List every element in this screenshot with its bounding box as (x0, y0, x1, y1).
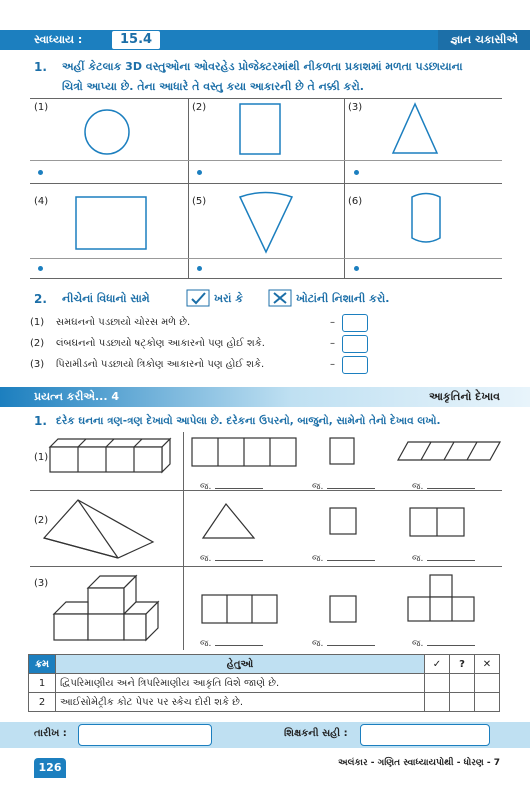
statement-number: (3) (30, 359, 45, 370)
cell-label: (4) (34, 196, 49, 207)
circle-shape (85, 110, 129, 154)
statement-number: (2) (30, 338, 45, 349)
cone-shadow-shape (240, 193, 292, 253)
sign-field[interactable] (360, 724, 490, 746)
answer-dot (354, 170, 359, 175)
row-label: (1) (34, 452, 49, 463)
statement-text: સમઘનનો પડછાયો ચોરસ મળે છે. (56, 317, 191, 328)
blank-label: જ. (200, 554, 212, 564)
answer-blank[interactable] (200, 480, 263, 492)
statement-number: (1) (30, 317, 45, 328)
row1-view-b (330, 438, 354, 464)
tick-cell[interactable] (425, 693, 450, 712)
statement-dash: – (330, 359, 335, 370)
cross-box-icon (268, 289, 292, 307)
question-cell[interactable] (450, 693, 475, 712)
section2-label: પ્રયત્ન કરીએ... 4 (34, 390, 119, 403)
section-tag: જ્ઞાન ચકાસીએ (438, 30, 530, 50)
blank-label: જ. (312, 482, 324, 492)
answer-blank[interactable] (312, 552, 375, 564)
row1-view-a (192, 438, 296, 466)
cell-label: (5) (192, 196, 207, 207)
blank-label: જ. (312, 639, 324, 649)
date-field[interactable] (78, 724, 212, 746)
col-tick: ✓ (425, 655, 450, 674)
answer-blank[interactable] (412, 480, 475, 492)
row3-view-a (202, 595, 277, 623)
cell-label: (3) (348, 102, 363, 113)
blank-line (215, 637, 263, 646)
answer-dot (38, 266, 43, 271)
answer-box[interactable] (342, 335, 368, 353)
blank-line (427, 552, 475, 561)
row-label: (3) (34, 578, 49, 589)
blank-line (327, 480, 375, 489)
row2-view-a (203, 504, 254, 538)
answer-blank[interactable] (200, 552, 263, 564)
answer-blank[interactable] (200, 637, 263, 649)
answer-blank[interactable] (412, 552, 475, 564)
answer-dot (197, 266, 202, 271)
book-title: અલંકાર - ગણિત સ્વાધ્યાયપોથી - ધોરણ - 7 (338, 758, 500, 768)
answer-dot (354, 266, 359, 271)
blank-line (327, 637, 375, 646)
blank-label: જ. (312, 554, 324, 564)
page-number: 126 (34, 758, 66, 778)
blank-line (215, 552, 263, 561)
row3-3d-shape (54, 576, 158, 640)
tick-box-icon (186, 289, 210, 307)
q3-text: દરેક ઘનના ત્રણ-ત્રણ દેખાવો આપેલા છે. દરેકના ઉપરનો, બાજુનો, સામેનો તેનો દેખાવ લખો. (56, 415, 441, 427)
row2-view-c (410, 508, 464, 536)
section-label: સ્વાધ્યાય : (34, 33, 83, 46)
rectangle-shape (76, 197, 146, 249)
cross-cell[interactable] (475, 674, 500, 693)
answer-blank[interactable] (312, 637, 375, 649)
col-goal: હેતુઓ (56, 655, 425, 674)
row-number: 1 (29, 674, 56, 693)
row1-3d-shape (50, 439, 170, 472)
blank-label: જ. (200, 482, 212, 492)
q2-text-a: નીચેનાં વિધાનો સામે (62, 292, 150, 305)
sign-label: શિક્ષકની સહી : (284, 728, 348, 739)
blank-label: જ. (412, 554, 424, 564)
q1-text-line2: ચિત્રો આપ્યા છે. તેના આધારે તે વસ્તુ કયા આકારની છે તે નક્કી કરો. (62, 80, 364, 93)
row2-view-b (330, 508, 356, 534)
objectives-table (28, 654, 500, 712)
row-label: (2) (34, 515, 49, 526)
cylinder-shadow-shape (412, 194, 440, 243)
cell-label: (1) (34, 102, 49, 113)
views-svg (0, 430, 530, 655)
table-row (29, 693, 500, 712)
blank-line (215, 480, 263, 489)
question-cell[interactable] (450, 674, 475, 693)
cell-label: (2) (192, 102, 207, 113)
q3-number: 1. (34, 414, 47, 428)
answer-blank[interactable] (312, 480, 375, 492)
row3-view-c (408, 575, 474, 621)
answer-box[interactable] (342, 356, 368, 374)
row-number: 2 (29, 693, 56, 712)
q2-text-c: ખોટાંની નિશાની કરો. (296, 292, 390, 305)
answer-dot (38, 170, 43, 175)
triangle-shape (393, 104, 437, 153)
row1-view-c (398, 442, 500, 460)
shapes-svg (0, 0, 530, 300)
cross-cell[interactable] (475, 693, 500, 712)
section-number: 15.4 (112, 31, 160, 49)
blank-label: જ. (412, 639, 424, 649)
blank-line (427, 637, 475, 646)
blank-line (327, 552, 375, 561)
row-goal: દ્વિપરિમાણીય અને ત્રિપરિમાણીય આકૃતિ વિશે જાણે છે. (56, 674, 425, 693)
q1-text-line1: અહીં કેટલાક 3D વસ્તુઓના ઓવરહેડ પ્રોજેક્ટરમાંથી નીકળતા પ્રકાશમાં મળતા પડછાયાના (62, 60, 463, 73)
col-number: ક્રમ (29, 655, 56, 674)
table-row (29, 674, 500, 693)
square-shape (240, 104, 280, 154)
statement-dash: – (330, 338, 335, 349)
blank-label: જ. (412, 482, 424, 492)
cell-label: (6) (348, 196, 363, 207)
blank-line (427, 480, 475, 489)
answer-dot (197, 170, 202, 175)
tick-cell[interactable] (425, 674, 450, 693)
row2-3d-shape (44, 500, 153, 558)
q2-text-b: ખરાં કે (214, 292, 244, 305)
blank-label: જ. (200, 639, 212, 649)
q1-number: 1. (34, 60, 47, 74)
statement-dash: – (330, 317, 335, 328)
statement-text: લંબઘનનો પડછાયો ષટ્કોણ આકારનો પણ હોઈ શકે. (56, 338, 265, 349)
col-question: ? (450, 655, 475, 674)
answer-blank[interactable] (412, 637, 475, 649)
col-cross: ✕ (475, 655, 500, 674)
table-header-row (29, 655, 500, 674)
q2-number: 2. (34, 292, 47, 306)
row3-view-b (330, 596, 356, 622)
date-label: તારીખ : (34, 728, 67, 739)
answer-box[interactable] (342, 314, 368, 332)
row-goal: આઈસોમેટ્રીક કોટ પેપર પર સ્કેચ દોરી શકે છે. (56, 693, 425, 712)
statement-text: પિરામીડનો પડછાયો ત્રિકોણ આકારનો પણ હોઈ શકે. (56, 359, 265, 370)
section2-title: આકૃતિનો દેખાવ (428, 390, 500, 403)
